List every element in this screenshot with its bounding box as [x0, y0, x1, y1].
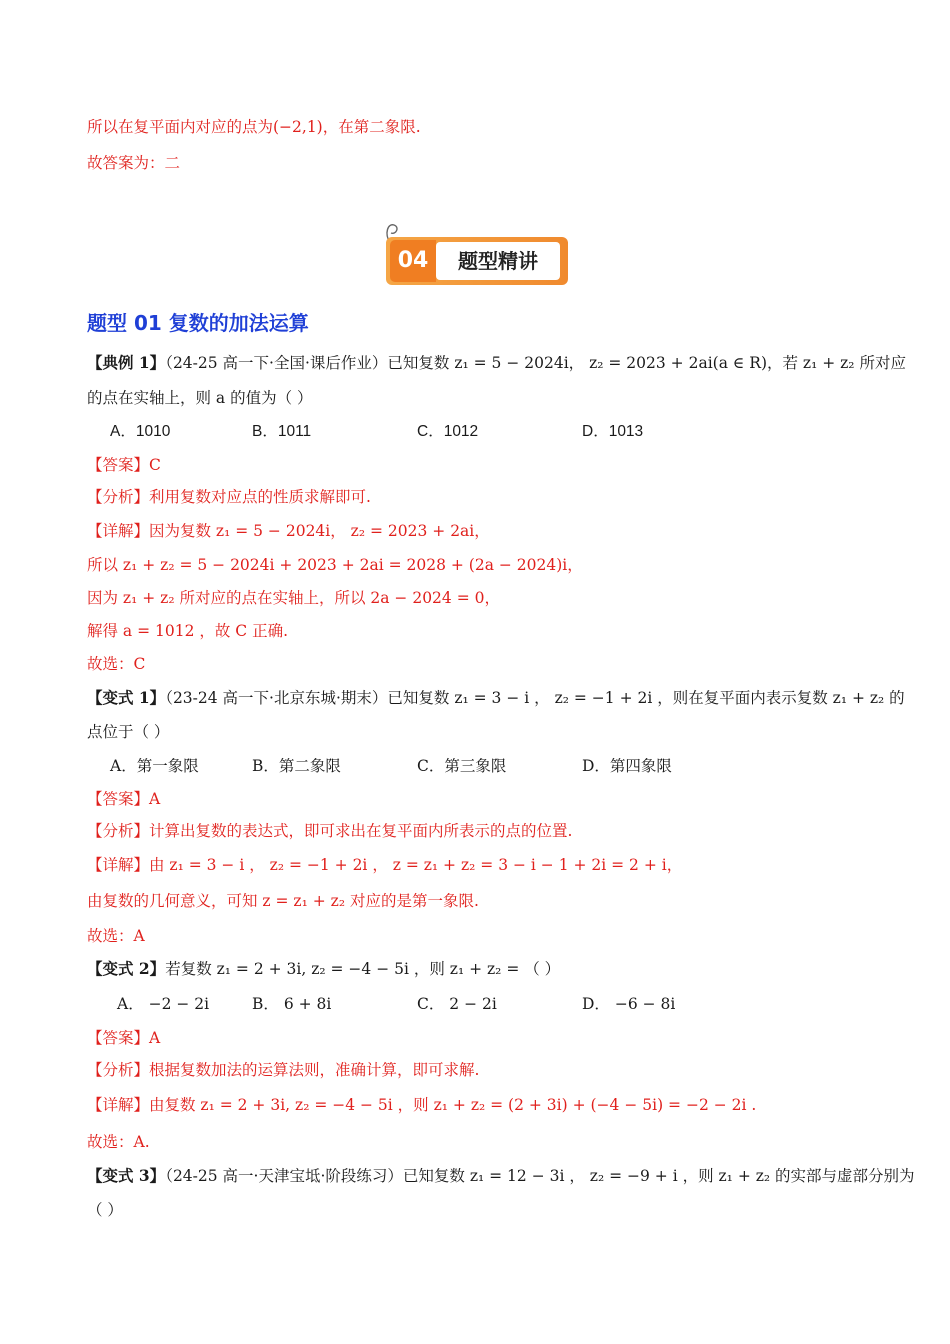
variant1-question-line-2: 点位于（ ）: [87, 723, 170, 741]
variant2-question-line-1: [87, 958, 560, 980]
variant1-analysis: 【分析】计算出复数的表达式，即可求出在复平面内所表示的点的位置.: [87, 822, 573, 840]
variant1-option-a: A．第一象限: [110, 757, 199, 775]
section-badge: [386, 237, 568, 285]
variant1-option-c: C．第三象限: [417, 757, 507, 775]
example1-detail-1: 【详解】因为复数 z₁ = 5 − 2024i， z₂ = 2023 + 2ai，: [87, 522, 490, 540]
variant2-option-c: C． 2 − 2i: [417, 995, 497, 1013]
example1-detail-3: 因为 z₁ + z₂ 所对应的点在实轴上，所以 2a − 2024 = 0，: [87, 589, 500, 607]
example1-detail-2: 所以 z₁ + z₂ = 5 − 2024i + 2023 + 2ai = 2028 + (2a − 2024)i，: [87, 556, 583, 574]
variant1-option-d: D．第四象限: [582, 757, 672, 775]
variant3-question-line-2: （ ）: [87, 1201, 123, 1219]
variant2-option-b: B． 6 + 8i: [252, 995, 332, 1013]
variant3-tag: 【变式 3】: [87, 1166, 166, 1185]
variant3-question-text: （24-25 高一·天津宝坻·阶段练习）已知复数 z₁ = 12 − 3i ， z₂ = −9 + i ，则 z₁ + z₂ 的实部与虚部分别为: [165, 1167, 915, 1185]
variant2-question-text: 若复数 z₁ = 2 + 3i, z₂ = −4 − 5i ，则 z₁ + z₂ = （ ）: [165, 960, 561, 978]
variant1-option-b: B．第二象限: [252, 757, 341, 775]
variant1-answer: 【答案】A: [87, 790, 161, 808]
example1-detail-4: 解得 a = 1012 ，故 C 正确.: [87, 622, 289, 640]
example1-question-line-2: 的点在实轴上，则 a 的值为（ ）: [87, 389, 313, 407]
example1-option-a: A．1010: [110, 423, 171, 440]
variant2-choose: 故选：A.: [87, 1133, 150, 1151]
example1-question-line-1: [87, 352, 906, 374]
example1-tag: 【典例 1】: [87, 353, 166, 372]
badge-label: 题型精讲: [436, 242, 560, 280]
example1-option-c: C．1012: [417, 423, 479, 440]
example1-analysis: 【分析】利用复数对应点的性质求解即可.: [87, 488, 371, 506]
example1-option-b: B．1011: [252, 423, 312, 440]
example1-choose: 故选：C: [87, 655, 146, 673]
badge-number: 04: [390, 240, 436, 282]
variant1-detail-1: 【详解】由 z₁ = 3 − i ， z₂ = −1 + 2i ， z = z₁ + z₂ = 3 − i − 1 + 2i = 2 + i，: [87, 856, 683, 874]
variant1-question-text: （23-24 高一下·北京东城·期末）已知复数 z₁ = 3 − i ， z₂ = −1 + 2i ，则在复平面内表示复数 z₁ + z₂ 的: [165, 689, 905, 707]
intro-line-1: 所以在复平面内对应的点为(−2,1)，在第二象限.: [87, 118, 421, 136]
topic-title: 题型 01 复数的加法运算: [87, 311, 309, 335]
variant1-detail-2: 由复数的几何意义，可知 z = z₁ + z₂ 对应的是第一象限.: [87, 892, 479, 910]
variant1-choose: 故选：A: [87, 927, 145, 945]
intro-line-2: 故答案为：二: [87, 154, 181, 172]
variant1-tag: 【变式 1】: [87, 688, 166, 707]
example1-option-d: D．1013: [582, 423, 644, 440]
variant2-analysis: 【分析】根据复数加法的运算法则，准确计算，即可求解.: [87, 1061, 480, 1079]
variant1-question-line-1: [87, 687, 905, 709]
example1-question-text: （24-25 高一下·全国·课后作业）已知复数 z₁ = 5 − 2024i， z₂ = 2023 + 2ai(a ∈ R)，若 z₁ + z₂ 所对应: [165, 354, 906, 372]
variant2-option-d: D． −6 − 8i: [582, 995, 676, 1013]
variant2-detail-1: 【详解】由复数 z₁ = 2 + 3i, z₂ = −4 − 5i ，则 z₁ + z₂ = (2 + 3i) + (−4 − 5i) = −2 − 2i .: [87, 1096, 757, 1114]
variant2-tag: 【变式 2】: [87, 959, 166, 978]
variant2-answer: 【答案】A: [87, 1029, 161, 1047]
variant3-question-line-1: [87, 1165, 915, 1187]
example1-answer: 【答案】C: [87, 456, 161, 474]
variant2-option-a: A． −2 − 2i: [117, 995, 210, 1013]
